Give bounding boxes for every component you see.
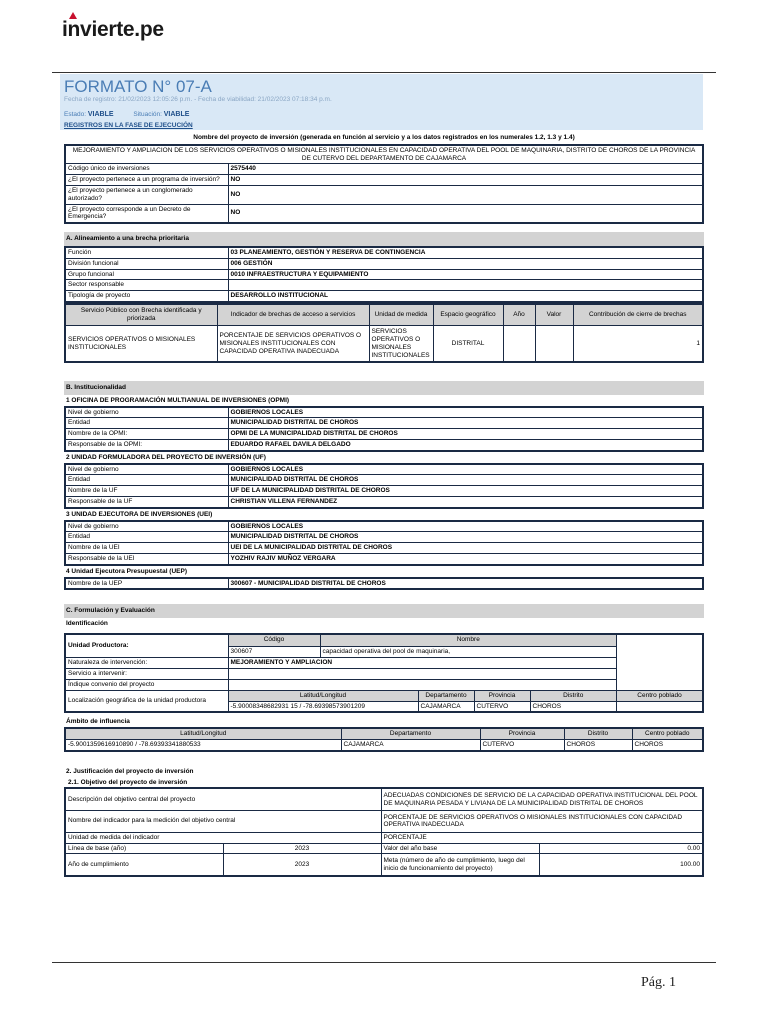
brecha-header: Espacio geográfico bbox=[433, 304, 503, 326]
ambito-cell: CUTERVO bbox=[480, 739, 564, 750]
brecha-table bbox=[64, 303, 704, 363]
brecha-header: Valor bbox=[535, 304, 573, 326]
kv-label: Grupo funcional bbox=[65, 269, 228, 280]
unidad-nombre: capacidad operativa del pool de maquinaria, bbox=[320, 646, 617, 658]
kv-label: Índique convenio del proyecto bbox=[65, 679, 228, 690]
kv-row bbox=[65, 486, 703, 497]
ambito-table bbox=[64, 727, 704, 752]
objetivo-title: 2.1. Objetivo del proyecto de inversión bbox=[68, 778, 188, 786]
localizacion-header: Latitud/Longitud bbox=[228, 690, 418, 701]
section-b-title: B. Institucionalidad bbox=[64, 381, 704, 395]
page-number: Pág. 1 bbox=[641, 975, 676, 990]
kv-row bbox=[65, 418, 703, 429]
top-divider bbox=[52, 72, 716, 73]
kv-value: 0010 INFRAESTRUCTURA Y EQUIPAMIENTO bbox=[228, 269, 703, 280]
justificacion-title: 2. Justificación del proyecto de inversión bbox=[66, 767, 194, 775]
spacer bbox=[64, 363, 704, 379]
ambito-cell: -5.9001359616910890 / -78.69393341880533 bbox=[65, 739, 341, 750]
ambito-cell: CHOROS bbox=[564, 739, 632, 750]
registros-link[interactable]: REGISTROS EN LA FASE DE EJECUCIÓN bbox=[64, 122, 193, 129]
kv-value: MUNICIPALIDAD DISTRITAL DE CHOROS bbox=[228, 475, 703, 486]
kv-row bbox=[65, 439, 703, 450]
brecha-cell bbox=[503, 326, 535, 362]
registro-dates: Fecha de registro: 21/02/2023 12:05:26 p.m. - Fecha de viabilidad: 21/02/2023 07:18:34 p.m. bbox=[64, 96, 332, 103]
brecha-cell: PORCENTAJE DE SERVICIOS OPERATIVOS O MISIONALES INSTITUCIONALES CON CAPACIDAD OPERATIVA INADECUADA bbox=[217, 326, 369, 362]
kv-row bbox=[65, 553, 703, 564]
ambito-title: Ámbito de influencia bbox=[66, 718, 130, 726]
localizacion-cell: CUTERVO bbox=[474, 701, 530, 712]
institution-table bbox=[64, 406, 704, 452]
kv-label: Nombre de la UF bbox=[65, 486, 228, 497]
kv-row bbox=[65, 291, 703, 302]
identificacion-title: Identificación bbox=[66, 620, 108, 628]
base-val: 0.00 bbox=[539, 843, 703, 854]
localizacion-header: Departamento bbox=[418, 690, 474, 701]
kv-row bbox=[65, 247, 703, 258]
kv-row bbox=[65, 464, 703, 475]
brecha-header: Unidad de medida bbox=[369, 304, 433, 326]
objetivo-row bbox=[65, 788, 703, 810]
kv-value: GOBIERNOS LOCALES bbox=[228, 464, 703, 475]
kv-row bbox=[65, 185, 703, 204]
kv-value: 03 PLANEAMIENTO, GESTIÓN Y RESERVA DE CONTINGENCIA bbox=[228, 247, 703, 258]
kv-row bbox=[65, 429, 703, 440]
project-table bbox=[64, 144, 704, 224]
logo-mark-icon bbox=[69, 12, 77, 19]
brecha-cell: 1 bbox=[573, 326, 703, 362]
brecha-header: Año bbox=[503, 304, 535, 326]
project-name: MEJORAMIENTO Y AMPLIACION DE LOS SERVICIOS OPERATIVOS O MISIONALES INSTITUCIONALES EN CAPACIDAD OPERATIVA DEL POOL DE MAQUINARIA, DISTRITO DE CHOROS DE LA PROVINCIA DE CUTERVO DEL DEPARTAMENTO DE CAJAMARCA bbox=[65, 145, 703, 164]
meta-label: Meta (número de año de cumplimiento, luego del inicio de funcionamiento del proyecto) bbox=[381, 854, 539, 876]
form-content bbox=[64, 134, 704, 877]
brecha-cell: SERVICIOS OPERATIVOS O MISIONALES INSTITUCIONALES bbox=[369, 326, 433, 362]
ambito-header: Centro poblado bbox=[632, 728, 703, 739]
base-year: 2023 bbox=[223, 843, 381, 854]
kv-label: Nombre de la UEP bbox=[65, 578, 228, 590]
kv-value: UF DE LA MUNICIPALIDAD DISTRITAL DE CHOROS bbox=[228, 486, 703, 497]
kv-value: 2575440 bbox=[228, 164, 703, 175]
ambito-header: Latitud/Longitud bbox=[65, 728, 341, 739]
kv-value: GOBIERNOS LOCALES bbox=[228, 521, 703, 532]
desc-value: ADECUADAS CONDICIONES DE SERVICIO DE LA CAPACIDAD OPERATIVA INSTITUCIONAL DEL POOL DE MAQUINARIA PESADA Y LIVIANA DE LA MUNICIPALIDAD DISTRITAL DE CHOROS bbox=[381, 788, 703, 810]
kv-row bbox=[65, 258, 703, 269]
spacer bbox=[64, 590, 704, 602]
kv-value: OPMI DE LA MUNICIPALIDAD DISTRITAL DE CHOROS bbox=[228, 429, 703, 440]
ind-label: Nombre del indicador para la medición del objetivo central bbox=[65, 810, 381, 832]
kv-row bbox=[65, 679, 703, 690]
brecha-row bbox=[65, 326, 703, 362]
base-val-label: Valor del año base bbox=[381, 843, 539, 854]
ind-value: PORCENTAJE DE SERVICIOS OPERATIVOS O MISIONALES INSTITUCIONALES CON CAPACIDAD OPERATIVA INADECUADA bbox=[381, 810, 703, 832]
kv-value: MUNICIPALIDAD DISTRITAL DE CHOROS bbox=[228, 418, 703, 429]
kv-row bbox=[65, 204, 703, 223]
kv-row bbox=[65, 475, 703, 486]
kv-value: MEJORAMIENTO Y AMPLIACION bbox=[228, 658, 617, 669]
kv-row bbox=[65, 658, 703, 669]
kv-label: ¿El proyecto pertenece a un conglomerado autorizado? bbox=[65, 185, 228, 204]
kv-value: 300607 - MUNICIPALIDAD DISTRITAL DE CHOROS bbox=[228, 578, 703, 590]
unidad-codigo: 300607 bbox=[228, 646, 320, 658]
kv-row bbox=[65, 407, 703, 418]
kv-row bbox=[65, 269, 703, 280]
localizacion-header: Provincia bbox=[474, 690, 530, 701]
objetivo-row bbox=[65, 843, 703, 854]
kv-label: División funcional bbox=[65, 258, 228, 269]
localizacion-cell: CAJAMARCA bbox=[418, 701, 474, 712]
estado-value: VIABLE bbox=[87, 111, 114, 118]
kv-value: EDUARDO RAFAEL DAVILA DELGADO bbox=[228, 439, 703, 450]
kv-row bbox=[65, 496, 703, 507]
kv-value: DESARROLLO INSTITUCIONAL bbox=[228, 291, 703, 302]
spacer bbox=[64, 224, 704, 230]
localizacion-label: Localización geográfica de la unidad productora bbox=[65, 690, 228, 712]
objetivo-row bbox=[65, 810, 703, 832]
kv-label: Nivel de gobierno bbox=[65, 464, 228, 475]
alineamiento-table bbox=[64, 246, 704, 303]
kv-label: ¿El proyecto corresponde a un Decreto de Emergencia? bbox=[65, 204, 228, 223]
kv-value: NO bbox=[228, 185, 703, 204]
project-name-heading: Nombre del proyecto de inversión (generada en función al servicio y a los datos registrados en los numerales 1.2, 1.3 y 1.4) bbox=[193, 134, 575, 141]
invierte-logo: invierte.pe bbox=[62, 18, 164, 42]
objetivo-row bbox=[65, 832, 703, 843]
kv-row bbox=[65, 164, 703, 175]
kv-label: Entidad bbox=[65, 532, 228, 543]
kv-label: Nombre de la OPMI: bbox=[65, 429, 228, 440]
institution-group-title: 1 OFICINA DE PROGRAMACIÓN MULTIANUAL DE INVERSIONES (OPMI) bbox=[66, 396, 290, 404]
kv-row bbox=[65, 578, 703, 590]
kv-row bbox=[65, 543, 703, 554]
brecha-header: Servicio Público con Brecha identificada y priorizada bbox=[65, 304, 217, 326]
meta-val: 100.00 bbox=[539, 854, 703, 876]
kv-label: ¿El proyecto pertenece a un programa de inversión? bbox=[65, 175, 228, 186]
unidad-productora-label: Unidad Productora: bbox=[65, 634, 228, 658]
kv-value: NO bbox=[228, 204, 703, 223]
kv-row bbox=[65, 175, 703, 186]
section-c-title: C. Formulación y Evaluación bbox=[64, 604, 704, 618]
kv-label: Nivel de gobierno bbox=[65, 407, 228, 418]
brecha-header: Contribución de cierre de brechas bbox=[573, 304, 703, 326]
localizacion-cell: CHOROS bbox=[530, 701, 617, 712]
kv-label: Tipología de proyecto bbox=[65, 291, 228, 302]
kv-label: Responsable de la UF bbox=[65, 496, 228, 507]
ambito-header-row bbox=[65, 728, 703, 739]
ambito-header: Provincia bbox=[480, 728, 564, 739]
localizacion-cell: -5.90008348682931 15 / -78.69398573901209 bbox=[228, 701, 418, 712]
objetivo-row bbox=[65, 854, 703, 876]
base-label: Línea de base (año) bbox=[65, 843, 223, 854]
kv-label: Responsable de la UEI bbox=[65, 553, 228, 564]
institution-group-title: 4 Unidad Ejecutora Presupuestal (UEP) bbox=[66, 567, 188, 575]
kv-label: Entidad bbox=[65, 418, 228, 429]
kv-value: CHRISTIAN VILLENA FERNANDEZ bbox=[228, 496, 703, 507]
um-value: PORCENTAJE bbox=[381, 832, 703, 843]
kv-label: Entidad bbox=[65, 475, 228, 486]
kv-value bbox=[228, 679, 617, 690]
codigo-header: Código bbox=[228, 634, 320, 646]
institution-table bbox=[64, 520, 704, 566]
cump-year: 2023 bbox=[223, 854, 381, 876]
kv-value bbox=[228, 280, 703, 291]
localizacion-header: Distrito bbox=[530, 690, 617, 701]
brecha-header: Indicador de brechas de acceso a servicios bbox=[217, 304, 369, 326]
institution-group-title: 3 UNIDAD EJECUTORA DE INVERSIONES (UEI) bbox=[66, 510, 213, 518]
bottom-divider bbox=[52, 962, 716, 963]
kv-value: NO bbox=[228, 175, 703, 186]
ambito-cell: CAJAMARCA bbox=[341, 739, 480, 750]
estado-line: Estado: VIABLE Situación: VIABLE bbox=[64, 111, 190, 118]
form-header bbox=[60, 74, 703, 130]
kv-label: Responsable de la OPMI: bbox=[65, 439, 228, 450]
cump-label: Año de cumplimiento bbox=[65, 854, 223, 876]
ambito-header: Distrito bbox=[564, 728, 632, 739]
kv-value: UEI DE LA MUNICIPALIDAD DISTRITAL DE CHOROS bbox=[228, 543, 703, 554]
um-label: Unidad de medida del indicador bbox=[65, 832, 381, 843]
brecha-cell bbox=[535, 326, 573, 362]
kv-row bbox=[65, 280, 703, 291]
ambito-row bbox=[65, 739, 703, 750]
kv-label: Nombre de la UEI bbox=[65, 543, 228, 554]
kv-row bbox=[65, 532, 703, 543]
ambito-header: Departamento bbox=[341, 728, 480, 739]
kv-value: YOZHIV RAJIV MUÑOZ VERGARA bbox=[228, 553, 703, 564]
kv-label: Servicio a intervenir: bbox=[65, 669, 228, 680]
brecha-cell: SERVICIOS OPERATIVOS O MISIONALES INSTITUCIONALES bbox=[65, 326, 217, 362]
localizacion-cell bbox=[617, 701, 704, 712]
kv-label: Función bbox=[65, 247, 228, 258]
kv-value: MUNICIPALIDAD DISTRITAL DE CHOROS bbox=[228, 532, 703, 543]
brecha-header-row bbox=[65, 304, 703, 326]
situacion-value: VIABLE bbox=[163, 111, 190, 118]
kv-row bbox=[65, 669, 703, 680]
brecha-cell: DISTRITAL bbox=[433, 326, 503, 362]
desc-label: Descripción del objetivo central del proyecto bbox=[65, 788, 381, 810]
kv-value: 006 GESTIÓN bbox=[228, 258, 703, 269]
institution-group-title: 2 UNIDAD FORMULADORA DEL PROYECTO DE INVERSIÓN (UF) bbox=[66, 453, 266, 461]
kv-label: Nivel de gobierno bbox=[65, 521, 228, 532]
spacer bbox=[64, 752, 704, 766]
kv-value: GOBIERNOS LOCALES bbox=[228, 407, 703, 418]
localizacion-header: Centro poblado bbox=[617, 690, 704, 701]
institution-table bbox=[64, 463, 704, 509]
section-a-title: A. Alineamiento a una brecha prioritaria bbox=[64, 232, 704, 246]
institution-table bbox=[64, 577, 704, 591]
unidad-productora-table bbox=[64, 633, 704, 713]
kv-label: Código único de inversiones bbox=[65, 164, 228, 175]
ambito-cell: CHOROS bbox=[632, 739, 703, 750]
form-title: FORMATO N° 07-A bbox=[64, 77, 212, 96]
objetivo-table bbox=[64, 787, 704, 877]
kv-row bbox=[65, 521, 703, 532]
kv-label: Sector responsable bbox=[65, 280, 228, 291]
nombre-header: Nombre bbox=[320, 634, 617, 646]
kv-value bbox=[228, 669, 617, 680]
kv-label: Naturaleza de intervención: bbox=[65, 658, 228, 669]
